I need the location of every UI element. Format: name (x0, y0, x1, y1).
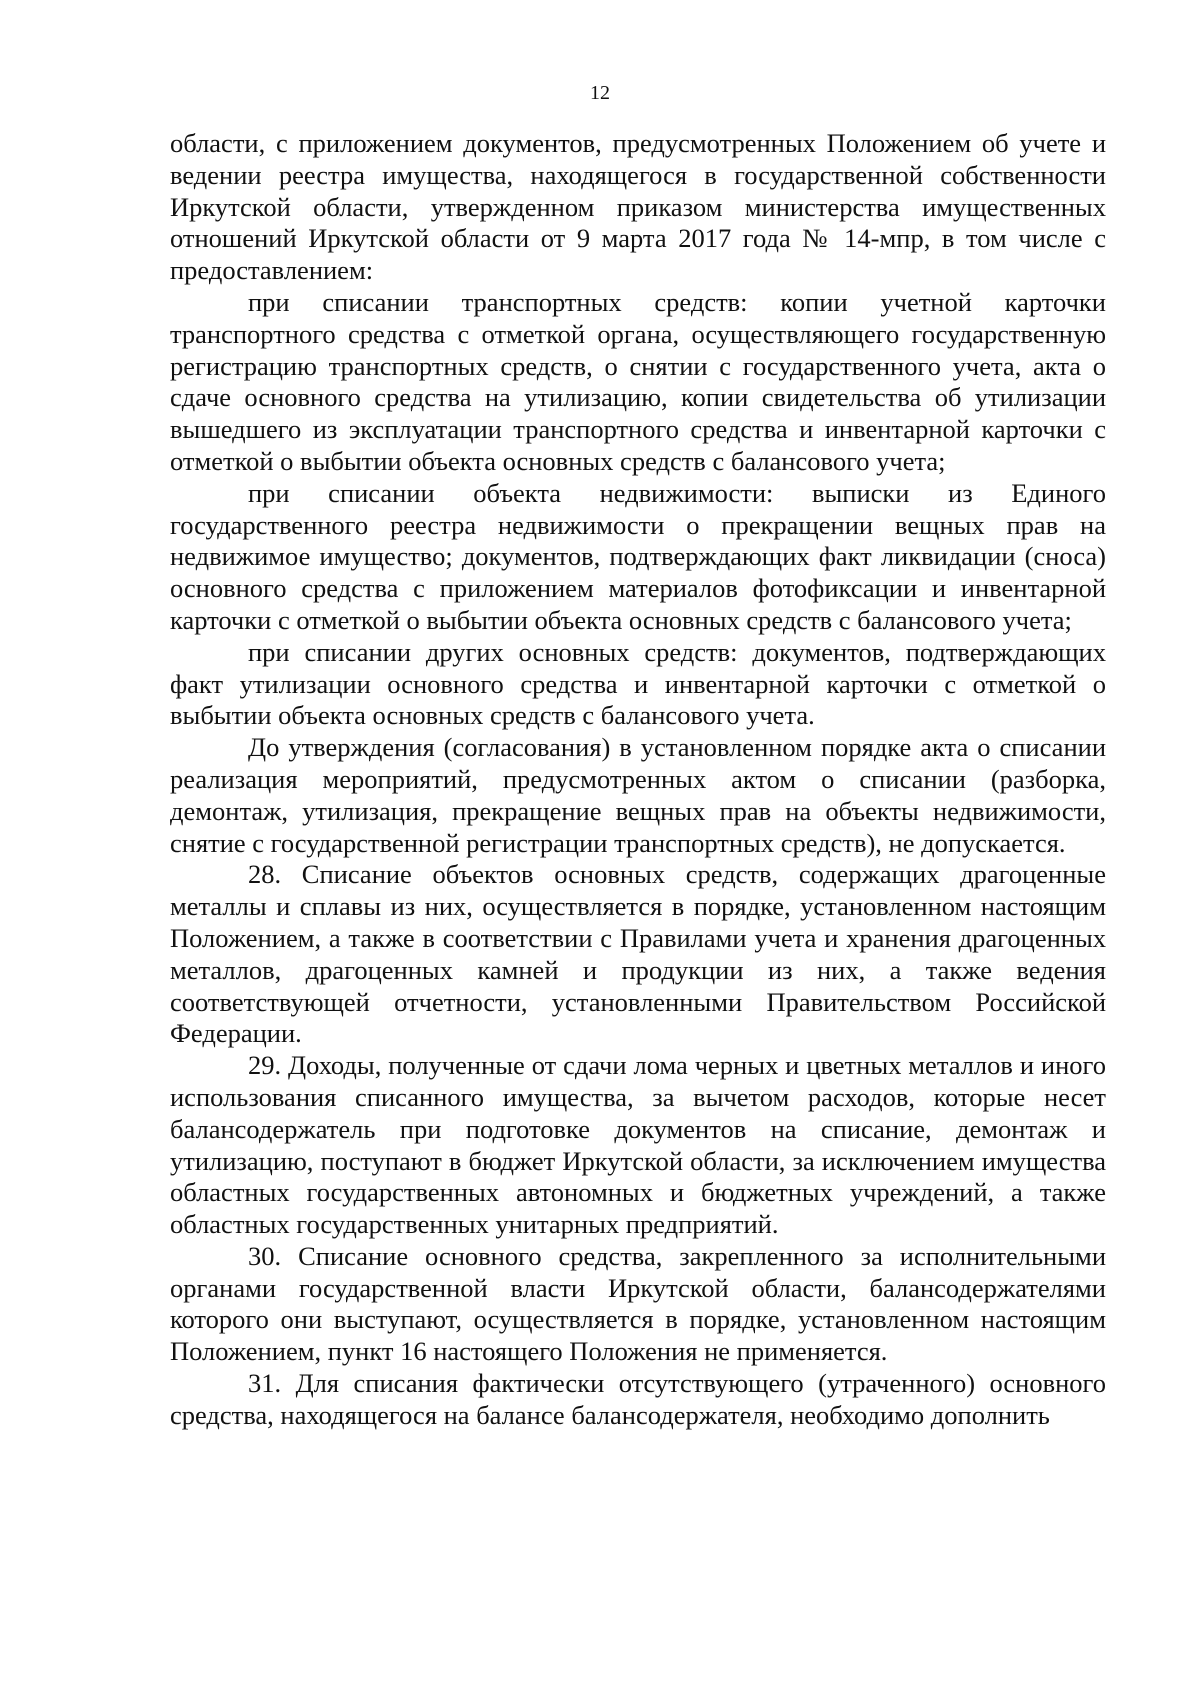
paragraph-other-assets: при списании других основных средств: документов, подтверждающих факт утилизации основного средства и инвентарной карточки с отметкой о выбытии объекта основных средств с балансового учета. (170, 636, 1106, 731)
paragraph-item-31: 31. Для списания фактически отсутствующего (утраченного) основного средства, находящегося на балансе балансодержателя, необходимо дополнить (170, 1368, 1106, 1430)
paragraph-item-29: 29. Доходы, полученные от сдачи лома черных и цветных металлов и иного использования списанного имущества, за вычетом расходов, которые несет балансодержатель при подготовке документов на списание, демонтаж и утилизацию, поступают в бюджет Иркутской области, за исключением имущества областных государственных автономных и бюджетных учреждений, а также областных государственных унитарных предприятий. (170, 1050, 1106, 1240)
paragraph-item-28: 28. Списание объектов основных средств, содержащих драгоценные металлы и сплавы из них, осуществляется в порядке, установленном настоящим Положением, а также в соответствии с Правилами учета и хранения драгоценных металлов, драгоценных камней и продукции из них, а также ведения соответствующей отчетности, установленными Правительством Российской Федерации. (170, 859, 1106, 1049)
paragraph-before-approval: До утверждения (согласования) в установленном порядке акта о списании реализация мероприятий, предусмотренных актом о списании (разборка, демонтаж, утилизация, прекращение вещных прав на объекты недвижимости, снятие с государственной регистрации транспортных средств), не допускается. (170, 732, 1106, 858)
page-number: 12 (590, 82, 610, 104)
document-body (170, 128, 1106, 1432)
paragraph-item-30: 30. Списание основного средства, закрепленного за исполнительными органами государственной власти Иркутской области, балансодержателями которого они выступают, осуществляется в порядке, установленном настоящим Положением, пункт 16 настоящего Положения не применяется. (170, 1240, 1106, 1367)
paragraph-vehicles: при списании транспортных средств: копии учетной карточки транспортного средства с отметкой органа, осуществляющего государственную регистрацию транспортных средств, о снятии с государственного учета, акта о сдаче основного средства на утилизацию, копии свидетельства об утилизации вышедшего из эксплуатации транспортного средства и инвентарной карточки с отметкой о выбытии объекта основных средств с балансового учета; (170, 286, 1106, 476)
paragraph-real-estate: при списании объекта недвижимости: выписки из Единого государственного реестра недвижимости о прекращении вещных прав на недвижимое имущество; документов, подтверждающих факт ликвидации (сноса) основного средства с приложением материалов фотофиксации и инвентарной карточки с отметкой о выбытии объекта основных средств с балансового учета; (170, 477, 1106, 635)
paragraph-intro-continuation: области, с приложением документов, предусмотренных Положением об учете и ведении реестра имущества, находящегося в государственной собственности Иркутской области, утвержденном приказом министерства имущественных отношений Иркутской области от 9 марта 2017 года № 14-мпр, в том числе с предоставлением: (170, 128, 1106, 286)
